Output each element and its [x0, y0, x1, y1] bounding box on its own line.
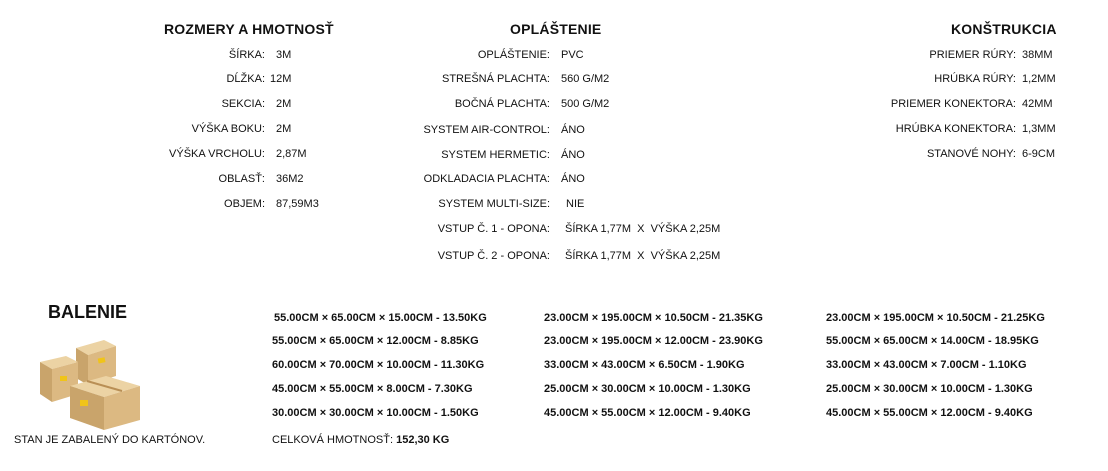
spec-value: 42MM	[1022, 98, 1053, 110]
total-weight-label: CELKOVÁ HMOTNOSŤ:	[272, 434, 394, 446]
spec-label: OBJEM:	[224, 198, 265, 210]
package-item: 33.00CM × 43.00CM × 6.50CM - 1.90KG	[544, 359, 745, 371]
package-item: 23.00CM × 195.00CM × 10.50CM - 21.25KG	[826, 312, 1045, 324]
konstrukcia-row	[0, 122, 1108, 136]
total-weight	[272, 434, 449, 446]
spec-value: 2,87M	[276, 148, 307, 160]
konstrukcia-row	[0, 48, 1108, 62]
spec-value: NIE	[566, 198, 585, 210]
spec-label: ŠÍRKA:	[228, 49, 265, 61]
package-item: 25.00CM × 30.00CM × 10.00CM - 1.30KG	[826, 383, 1033, 395]
spec-value: 1,2MM	[1022, 73, 1056, 85]
spec-value: 2M	[276, 98, 292, 110]
spec-label: BOČNÁ PLACHTA:	[454, 98, 550, 110]
package-item: 30.00CM × 30.00CM × 10.00CM - 1.50KG	[272, 407, 479, 419]
spec-value: ŠÍRKA 1,77M X VÝŠKA 2,25M	[565, 223, 721, 235]
spec-value: ŠÍRKA 1,77M X VÝŠKA 2,25M	[565, 250, 721, 262]
total-weight-value: 152,30 KG	[396, 434, 450, 446]
spec-label: PRIEMER KONEKTORA:	[890, 98, 1016, 110]
balenie-caption: STAN JE ZABALENÝ DO KARTÓNOV.	[14, 434, 206, 446]
package-item: 23.00CM × 195.00CM × 12.00CM - 23.90KG	[544, 335, 763, 347]
spec-label: SYSTEM AIR-CONTROL:	[423, 124, 550, 136]
package-item: 23.00CM × 195.00CM × 10.50CM - 21.35KG	[544, 312, 763, 324]
oplastenie-title: OPLÁŠTENIE	[510, 21, 602, 37]
spec-label: OPLÁŠTENIE:	[477, 49, 550, 61]
spec-label: PRIEMER RÚRY:	[929, 49, 1016, 61]
spec-label: HRÚBKA KONEKTORA:	[895, 123, 1016, 135]
spec-value: 500 G/M2	[561, 98, 610, 110]
package-item: 33.00CM × 43.00CM × 7.00CM - 1.10KG	[826, 359, 1027, 371]
spec-label: STREŠNÁ PLACHTA:	[442, 73, 550, 85]
cardboard-boxes-icon	[36, 330, 146, 430]
package-item: 45.00CM × 55.00CM × 12.00CM - 9.40KG	[544, 407, 751, 419]
spec-label: ODKLADACIA PLACHTA:	[423, 173, 550, 185]
spec-value: 38MM	[1022, 49, 1053, 61]
package-item: 45.00CM × 55.00CM × 8.00CM - 7.30KG	[272, 383, 473, 395]
spec-label: OBLASŤ:	[218, 173, 265, 185]
spec-value: ÁNO	[561, 149, 585, 161]
oplastenie-row	[0, 249, 1108, 263]
spec-value: ÁNO	[561, 124, 585, 136]
spec-value: 87,59M3	[276, 198, 319, 210]
spec-value: 6-9CM	[1022, 148, 1056, 160]
rozmery-title: ROZMERY A HMOTNOSŤ	[164, 21, 334, 37]
spec-value: 1,3MM	[1022, 123, 1056, 135]
package-item: 60.00CM × 70.00CM × 10.00CM - 11.30KG	[272, 359, 485, 371]
spec-value: 3M	[276, 49, 292, 61]
spec-label: STANOVÉ NOHY:	[926, 148, 1016, 160]
spec-value: PVC	[561, 49, 584, 61]
spec-label: VSTUP Č. 1 - OPONA:	[437, 223, 550, 235]
konstrukcia-row	[0, 97, 1108, 111]
package-item: 25.00CM × 30.00CM × 10.00CM - 1.30KG	[544, 383, 751, 395]
package-item: 55.00CM × 65.00CM × 12.00CM - 8.85KG	[272, 335, 479, 347]
konstrukcia-title: KONŠTRUKCIA	[951, 21, 1057, 37]
package-item: 45.00CM × 55.00CM × 12.00CM - 9.40KG	[826, 407, 1033, 419]
spec-label: HRÚBKA RÚRY:	[934, 73, 1016, 85]
spec-value: 36M2	[276, 173, 304, 185]
spec-label: VÝŠKA VRCHOLU:	[169, 148, 265, 160]
oplastenie-row	[0, 222, 1108, 236]
spec-label: SYSTEM HERMETIC:	[441, 149, 550, 161]
spec-value: 560 G/M2	[561, 73, 610, 85]
spec-label: VÝŠKA BOKU:	[191, 123, 265, 135]
spec-label: VSTUP Č. 2 - OPONA:	[437, 250, 550, 262]
konstrukcia-row	[0, 72, 1108, 86]
spec-value: 2M	[276, 123, 292, 135]
spec-label: DĹŽKA:	[226, 73, 265, 85]
package-item: 55.00CM × 65.00CM × 14.00CM - 18.95KG	[826, 335, 1039, 347]
package-item: 55.00CM × 65.00CM × 15.00CM - 13.50KG	[274, 312, 487, 324]
spec-value: 12M	[270, 73, 292, 85]
oplastenie-row	[0, 172, 1108, 186]
spec-value: ÁNO	[561, 173, 585, 185]
spec-label: SYSTEM MULTI-SIZE:	[438, 198, 550, 210]
oplastenie-row	[0, 197, 1108, 211]
balenie-title: BALENIE	[48, 302, 128, 322]
konstrukcia-row	[0, 147, 1108, 161]
spec-label: SEKCIA:	[221, 98, 265, 110]
